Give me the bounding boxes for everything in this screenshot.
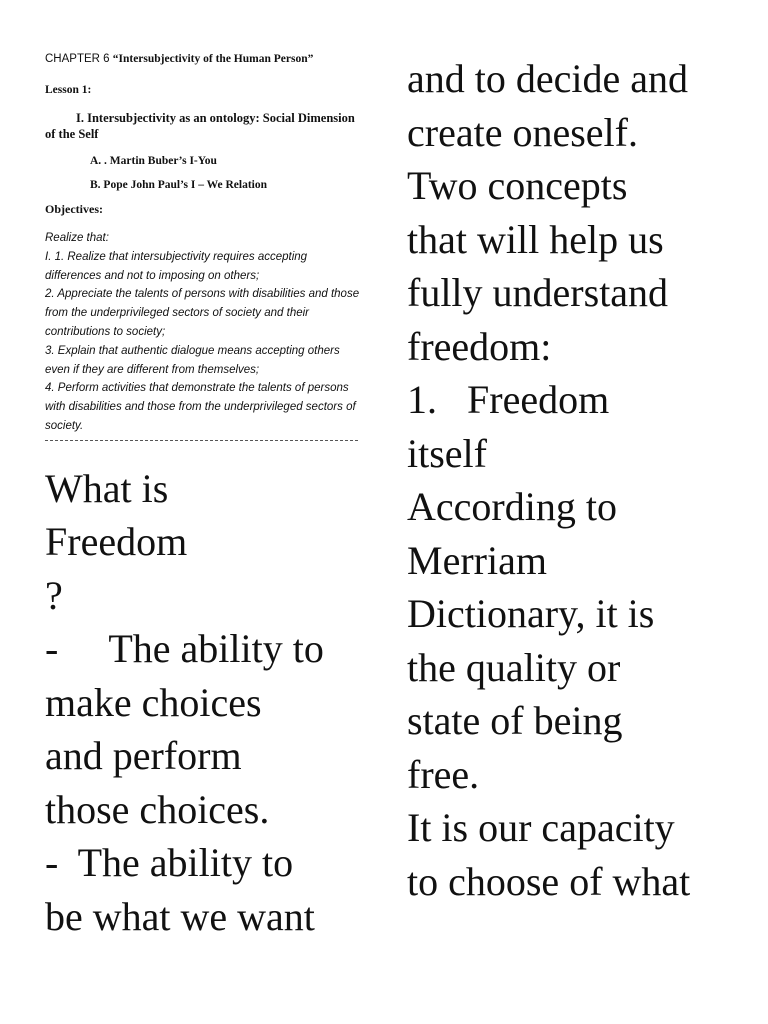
objective-item: 3. Explain that authentic dialogue means accepting others even if they are different from themselves;: [45, 344, 340, 376]
big-line: Two concepts: [407, 163, 628, 208]
big-line: ?: [45, 572, 63, 618]
subheading-a: A. . Martin Buber’s I-You: [90, 155, 217, 167]
big-line: that will help us: [407, 216, 664, 262]
big-line: 1. Freedom: [407, 377, 610, 422]
objective-item: Realize that:: [45, 232, 109, 244]
big-line: fully understand: [407, 270, 669, 315]
big-line: free.: [407, 751, 480, 797]
freedom-definition-block: [45, 462, 360, 944]
dashed-divider: [45, 440, 358, 441]
big-line: and to decide and: [407, 56, 688, 101]
right-block-1: [407, 52, 747, 159]
section-heading: I. Intersubjectivity as an ontology: Social Dimension of the Self: [45, 111, 355, 141]
big-line: Freedom: [45, 519, 188, 565]
big-line: those choices.: [45, 786, 270, 832]
objectives-list: [45, 229, 360, 436]
big-line: According to: [407, 484, 617, 529]
big-line: be what we want: [45, 893, 315, 939]
big-line: freedom:: [407, 323, 552, 369]
big-line: create oneself.: [407, 109, 638, 155]
big-line: - The ability to: [45, 840, 294, 886]
big-line: to choose of what: [407, 858, 691, 904]
big-line: make choices: [45, 679, 262, 725]
big-line: itself: [407, 430, 487, 476]
objective-item: 4. Perform activities that demonstrate the talents of persons with disabilities and those from the underprivileged sectors of society.: [45, 382, 356, 432]
chapter-prefix: CHAPTER 6: [45, 53, 113, 65]
big-line: What is: [45, 465, 169, 511]
big-line: Dictionary, it is: [407, 591, 655, 636]
chapter-title: “Intersubjectivity of the Human Person”: [112, 53, 314, 65]
big-line: and perform: [45, 733, 242, 779]
objective-item: I. 1. Realize that intersubjectivity requires accepting differences and not to imposing on others;: [45, 250, 308, 282]
right-block-3: [407, 373, 747, 908]
objective-item: 2. Appreciate the talents of persons with disabilities and those from the underprivileged sectors of society and their contributions to society;: [45, 288, 360, 338]
subheading-b: B. Pope John Paul’s I – We Relation: [90, 179, 267, 191]
left-column: [45, 52, 360, 943]
objectives-label: Objectives:: [45, 202, 103, 216]
big-line: state of being: [407, 698, 623, 743]
right-block-2: [407, 159, 747, 373]
big-line: - The ability to: [45, 626, 324, 672]
lesson-label: Lesson 1:: [45, 84, 92, 96]
big-line: Merriam: [407, 537, 547, 583]
big-line: It is our capacity: [407, 805, 675, 850]
chapter-heading: [45, 52, 360, 67]
right-column: [407, 52, 747, 908]
big-line: the quality or: [407, 644, 621, 690]
